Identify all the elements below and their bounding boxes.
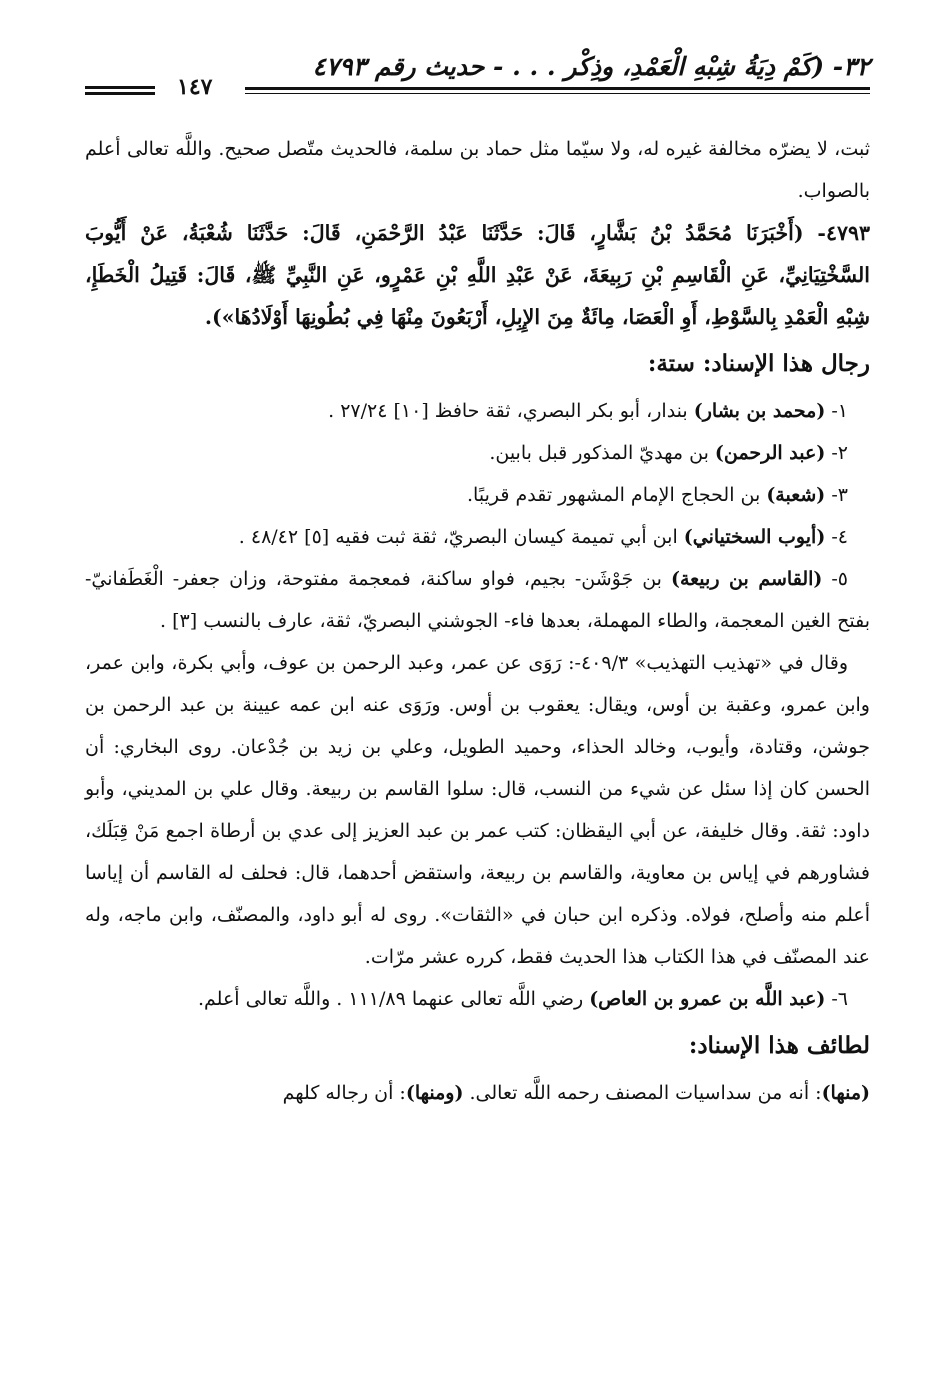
page-number: ١٤٧ (177, 74, 213, 100)
narrator-number: ٢- (825, 442, 848, 464)
running-header (85, 52, 870, 102)
narrator-description: بن الحجاج الإمام المشهور تقدم قريبًا. (467, 484, 767, 506)
narrator-item-1 (85, 390, 870, 432)
narrator-name: (شعبة) (766, 484, 826, 506)
header-rule (245, 87, 870, 94)
narrator-description: بندار، أبو بكر البصري، ثقة حافظ [١٠] ٢٧/٢٤ . (328, 400, 694, 422)
narrator-number: ٣- (825, 484, 848, 506)
narrator-number: ٤- (825, 526, 848, 548)
narrator-name: (القاسم بن ربيعة) (670, 568, 823, 590)
narrator-item-4 (85, 516, 870, 558)
narrator-number: ٦- (825, 988, 848, 1010)
lataif-heading: لطائف هذا الإسناد: (688, 1032, 870, 1059)
narrator-item-5 (85, 558, 870, 642)
narrator-name: (محمد بن بشار) (693, 400, 826, 422)
lataif-paragraph (85, 1072, 870, 1114)
narrator-item-3 (85, 474, 870, 516)
point-text: : أن رجاله كلهم (282, 1082, 406, 1104)
rijal-heading: رجال هذا الإسناد: ستة: (647, 350, 870, 377)
narrator-description: ابن أبي تميمة كيسان البصريّ، ثقة ثبت فقيه [٥] ٤٨/٤٢ . (238, 526, 684, 548)
page-number-box (85, 74, 245, 100)
narrator-name: (عبد اللَّه بن عمرو بن العاص) (589, 988, 826, 1010)
point-marker: (ومنها) (405, 1082, 464, 1104)
narrator-name: (عبد الرحمن) (714, 442, 826, 464)
narrator-description: بن جَوْشَن- بجيم، فواو ساكنة، فمعجمة مفتوحة، وزان جعفر- الْغَطَفانيّ- بفتح الغين المعجمة، والطاء المهملة، بعدها فاء- الجوشني البصريّ، ثقة، عارف بالنسب [٣] . (85, 568, 870, 632)
narrator-number: ١- (825, 400, 848, 422)
narrator-description: بن مهديّ المذكور قبل بابين. (489, 442, 715, 464)
point-text: : أنه من سداسيات المصنف رحمه اللَّه تعالى. (463, 1082, 822, 1104)
intro-paragraph: ثبت، لا يضرّه مخالفة غيره له، ولا سيّما مثل حماد بن سلمة، فالحديث متّصل صحيح. واللَّه تعالى أعلم بالصواب. (85, 138, 870, 202)
narrator-item-2 (85, 432, 870, 474)
narrator-number: ٥- (822, 568, 848, 590)
page-body (85, 128, 870, 1114)
tahdhib-paragraph: وقال في «تهذيب التهذيب» ٤٠٩/٣-: رَوَى عن عمر، وعبد الرحمن بن عوف، وأبي بكرة، وابن عمر، وابن عمرو، وعقبة بن أوس، ويقال: يعقوب بن أوس. ورَوَى عنه ابن عمه عيينة بن عبد الرحمن بن جوشن، وقتادة، وأيوب، وخالد الحذاء، وحميد الطويل، وعلي بن زيد بن جُدْعان. روى البخاري: أن الحسن كان إذا سئل عن شيء من النسب، قال: سلوا القاسم بن ربيعة. وقال علي بن المديني، وأبو داود: ثقة. وقال خليفة، عن أبي اليقظان: كتب عمر بن عبد العزيز إلى عدي بن أرطاة اجمع مَنْ قِبَلَك، فشاورهم في إياس بن معاوية، والقاسم بن ربيعة، واستقض أحدهما، قال: فحلف له القاسم أن إياسا أعلم منه وأصلح، فولاه. وذكره ابن حبان في «الثقات». روى له أبو داود، والمصنّف، وابن ماجه، وله عند المصنّف في هذا الكتاب هذا الحديث فقط، كرره عشر مرّات. (85, 652, 870, 968)
hadith-text: ٤٧٩٣- (أَخْبَرَنَا مُحَمَّدُ بْنُ بَشَّارٍ، قَالَ: حَدَّثَنَا عَبْدُ الرَّحْمَنِ، قَالَ: حَدَّثَنَا شُعْبَةُ، عَنْ أَيُّوبَ السَّخْتِيَانِيِّ، عَنِ الْقَاسِمِ بْنِ رَبِيعَةَ، عَنْ عَبْدِ اللَّهِ بْنِ عَمْرٍو، عَنِ النَّبِيِّ ﷺ، قَالَ: قَتِيلُ الْخَطَإِ، شِبْهِ الْعَمْدِ بِالسَّوْطِ، أَوِ الْعَصَا، مِائَةٌ مِنَ الإِبِلِ، أَرْبَعُونَ مِنْهَا فِي بُطُونِهَا أَوْلَادُهَا»). (85, 221, 870, 329)
narrator-description: رضي اللَّه تعالى عنهما ١١١/٨٩ . واللَّه تعالى أعلم. (198, 988, 590, 1010)
narrator-name: (أيوب السختياني) (683, 526, 826, 548)
point-marker: (منها) (821, 1082, 870, 1104)
narrator-item-6 (85, 978, 870, 1020)
chapter-title: ٣٢- (كَمْ دِيَةُ شِبْهِ الْعَمْدِ، وذِكْر . . . - حديث رقم ٤٧٩٣ (312, 52, 870, 81)
page-number-rule (85, 86, 155, 95)
